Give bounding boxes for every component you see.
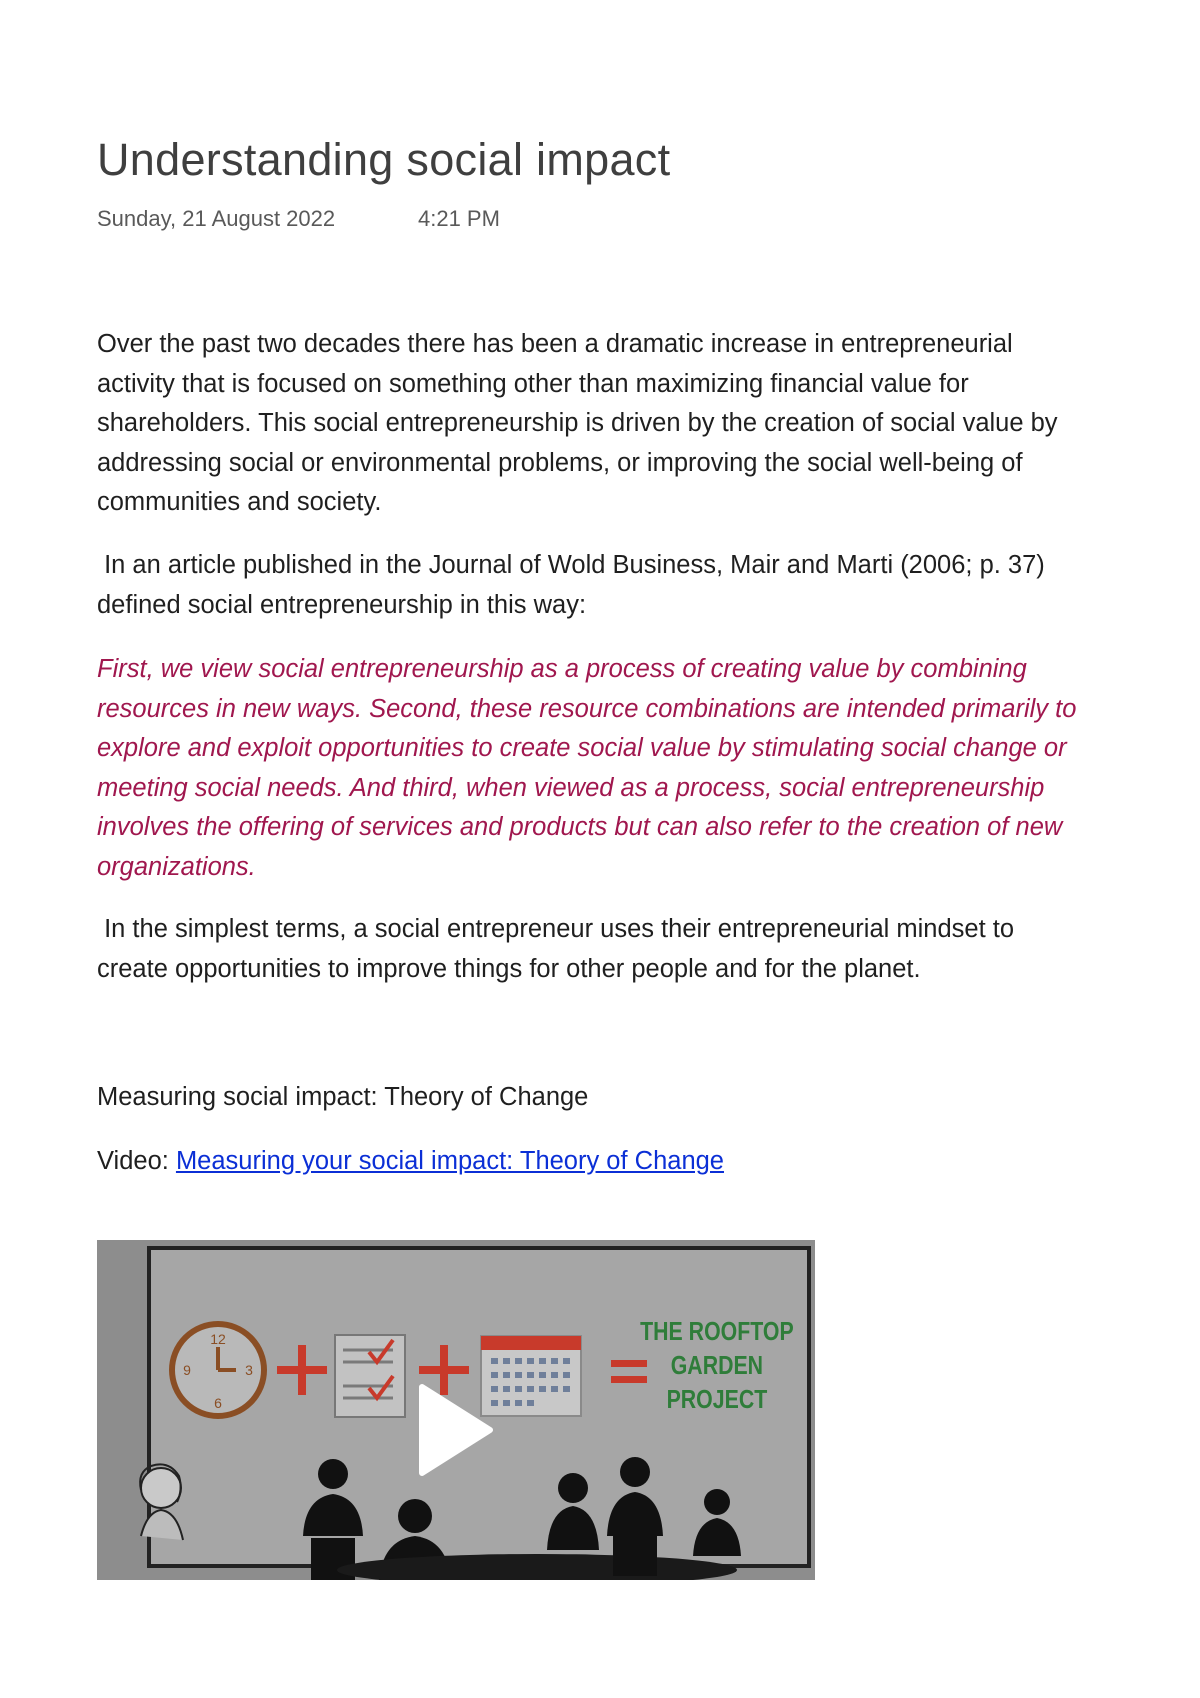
clock-icon bbox=[172, 1324, 264, 1416]
text-line: Over the past two decades there has been a dramatic increase in entrepreneurial bbox=[97, 330, 1013, 358]
quote-paragraph bbox=[97, 650, 1076, 887]
text-line: In an article published in the Journal of Wold Business, Mair and Marti (2006; p. 37) bbox=[97, 551, 1045, 579]
note-date: Sunday, 21 August 2022 bbox=[97, 206, 336, 231]
svg-text:PROJECT: PROJECT bbox=[666, 1385, 768, 1415]
note-timestamp bbox=[97, 206, 500, 232]
intro-paragraph bbox=[97, 325, 1058, 523]
svg-text:9: 9 bbox=[183, 1362, 191, 1378]
page-title: Understanding social impact bbox=[97, 134, 671, 185]
video-line bbox=[97, 1142, 724, 1182]
text-line: create opportunities to improve things for other people and for the planet. bbox=[97, 954, 921, 983]
text-line: communities and society. bbox=[97, 488, 382, 516]
text-line: addressing social or environmental problems, or improving the social well-being of bbox=[97, 448, 1023, 477]
quote-line: involves the offering of services and products but can also refer to the creation of new bbox=[97, 813, 1063, 841]
text-line: In the simplest terms, a social entrepreneur uses their entrepreneurial mindset to bbox=[97, 915, 1015, 943]
video-label: Video: bbox=[97, 1147, 176, 1175]
quote-line: meeting social needs. And third, when viewed as a process, social entrepreneurship bbox=[97, 773, 1045, 802]
note-time: 4:21 PM bbox=[418, 206, 500, 231]
svg-text:3: 3 bbox=[245, 1362, 253, 1378]
quote-line: organizations. bbox=[97, 852, 256, 881]
summary-paragraph bbox=[97, 910, 1014, 989]
text-line: defined social entrepreneurship in this way: bbox=[97, 590, 587, 619]
text-line: shareholders. This social entrepreneurship is driven by the creation of social value by bbox=[97, 409, 1058, 437]
video-link[interactable]: Measuring your social impact: Theory of Change bbox=[175, 1147, 724, 1175]
section-heading: Measuring social impact: Theory of Change bbox=[97, 1083, 589, 1111]
video-thumbnail[interactable] bbox=[97, 1240, 815, 1580]
video-thumbnail-art bbox=[97, 1240, 815, 1580]
svg-text:12: 12 bbox=[210, 1331, 226, 1347]
quote-line: resources in new ways. Second, these resource combinations are intended primarily to bbox=[97, 694, 1077, 723]
quote-line: First, we view social entrepreneurship as a process of creating value by combining bbox=[97, 655, 1027, 683]
documents-icon bbox=[335, 1335, 405, 1417]
calendar-icon bbox=[481, 1336, 581, 1416]
citation-paragraph bbox=[97, 546, 1045, 625]
svg-text:GARDEN: GARDEN bbox=[670, 1351, 764, 1381]
svg-text:6: 6 bbox=[214, 1395, 222, 1411]
quote-line: explore and exploit opportunities to create social value by stimulating social change or bbox=[97, 734, 1067, 762]
svg-text:THE ROOFTOP: THE ROOFTOP bbox=[640, 1317, 794, 1347]
text-line: activity that is focused on something other than maximizing financial value for bbox=[97, 369, 969, 398]
